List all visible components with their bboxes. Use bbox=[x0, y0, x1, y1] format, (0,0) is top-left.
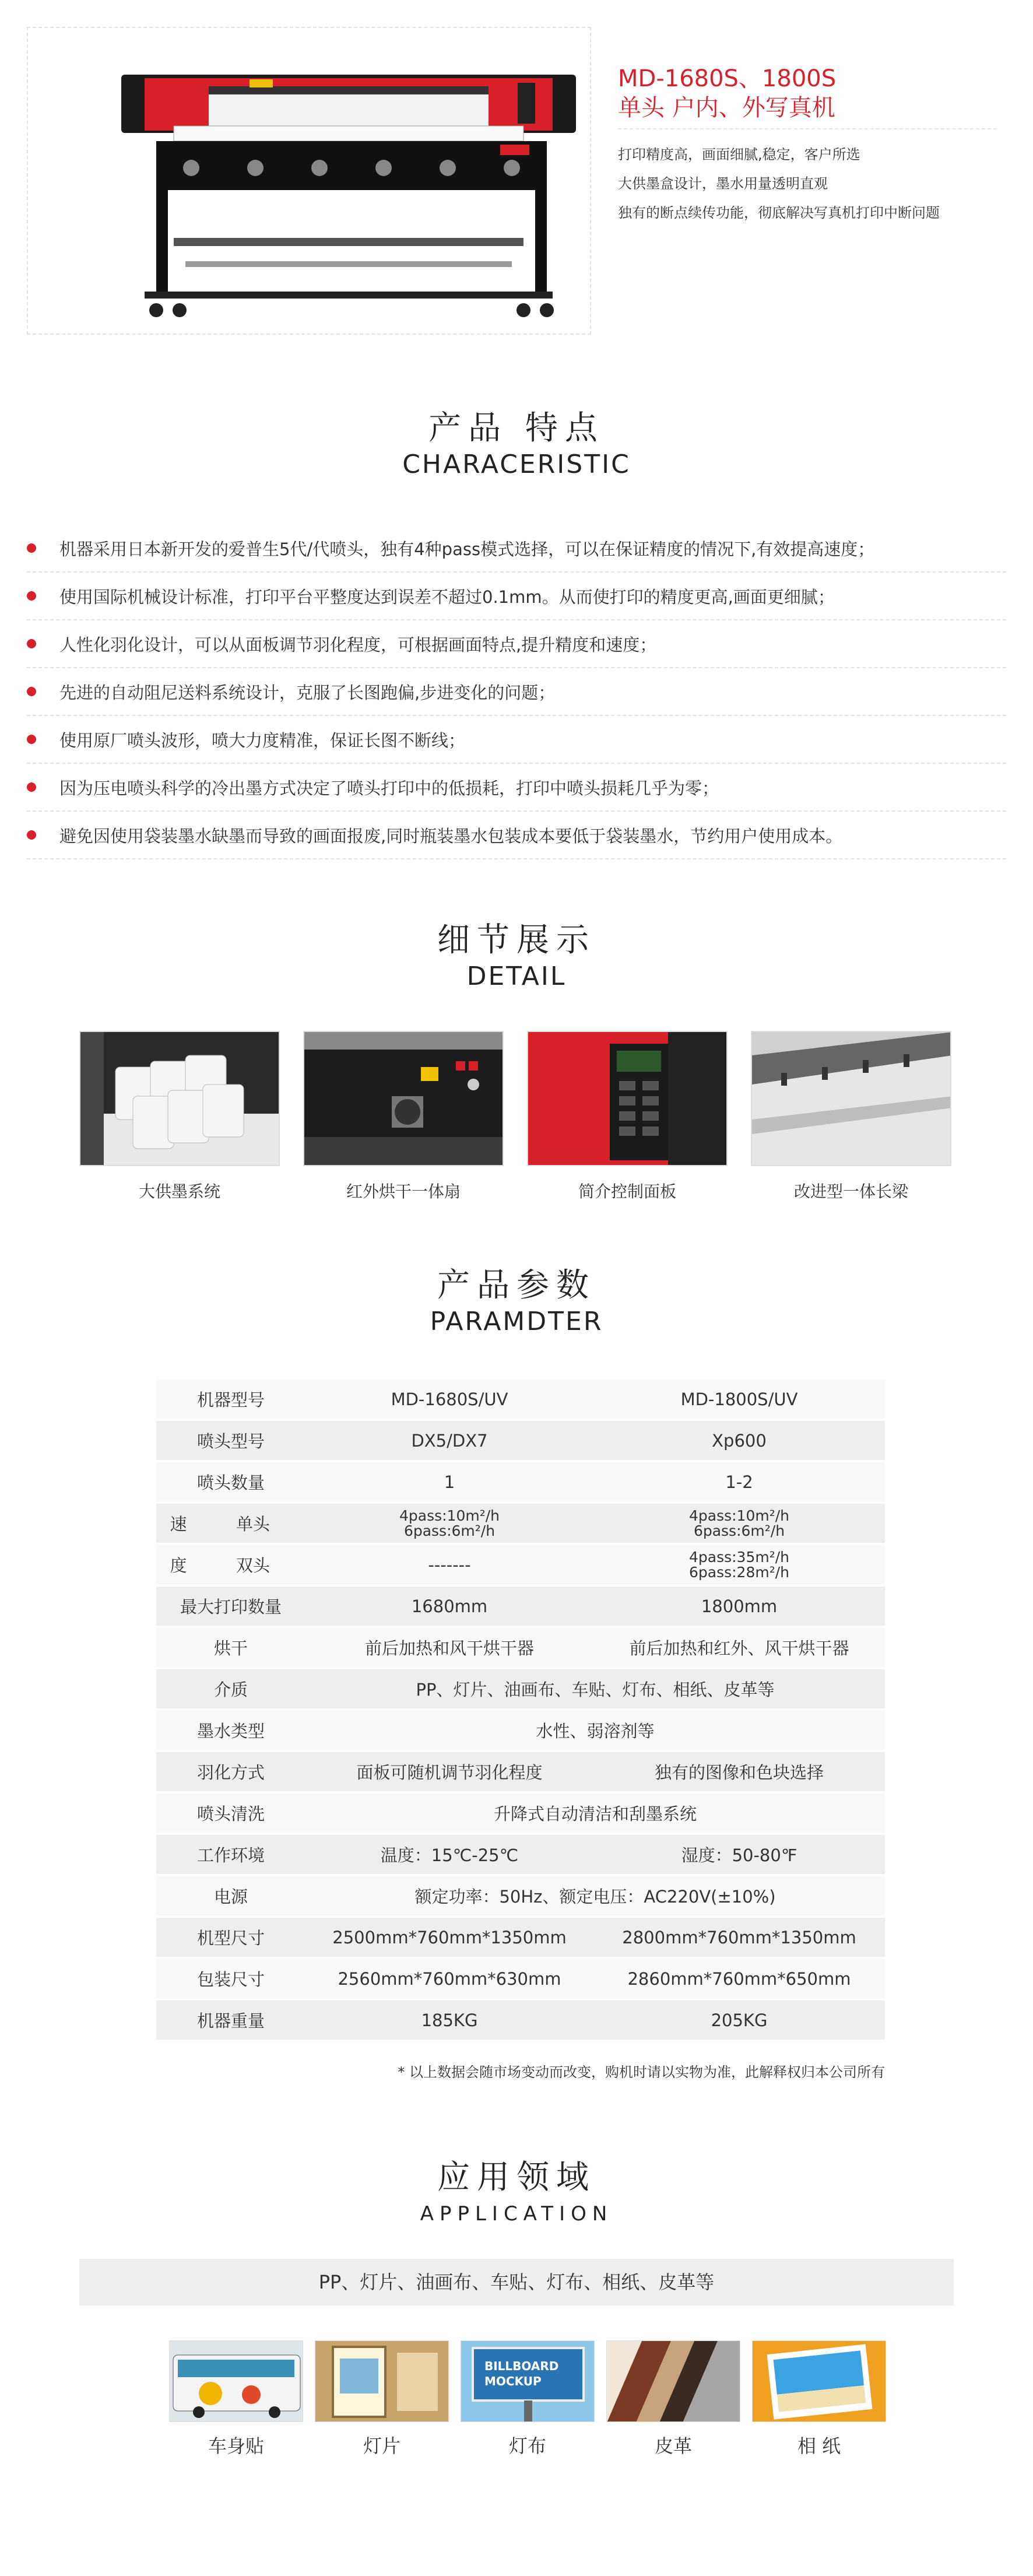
list-item bbox=[27, 716, 1006, 764]
hero-line: 打印精度高，画面细腻,稳定，客户所选 bbox=[618, 146, 860, 163]
cell-value: 1800mm bbox=[593, 1587, 885, 1626]
section-title-cn: 产品 特点 bbox=[428, 409, 605, 447]
table-row bbox=[156, 2001, 885, 2040]
photo-paper-photo bbox=[752, 2340, 886, 2422]
cell-value: 独有的图像和色块选择 bbox=[593, 1752, 885, 1791]
cell-label: 速 bbox=[156, 1504, 201, 1543]
cell-value: 温度：15℃-25℃ bbox=[305, 1835, 593, 1874]
section-title-cn: 细节展示 bbox=[437, 921, 596, 959]
application-label: 灯布 bbox=[508, 2435, 546, 2457]
detail-gallery bbox=[79, 1031, 954, 1206]
cell-value: 前后加热和风干烘干器 bbox=[305, 1628, 593, 1667]
cell-label: 双头 bbox=[201, 1545, 305, 1584]
cell-value bbox=[305, 1504, 593, 1543]
cell-line: 4pass:10m²/h bbox=[688, 1507, 790, 1524]
table-row bbox=[156, 1421, 885, 1460]
hero-subtitle: 单头 户内、外写真机 bbox=[618, 94, 835, 121]
table-row bbox=[156, 1876, 885, 1915]
list-item bbox=[27, 764, 1006, 812]
ink-supply-photo bbox=[79, 1031, 280, 1166]
cell-label: 机器重量 bbox=[156, 2001, 305, 2040]
cell-line: 6pass:28m²/h bbox=[688, 1563, 790, 1581]
divider bbox=[618, 128, 997, 129]
detail-label: 红外烘干一体扇 bbox=[346, 1182, 461, 1201]
detail-label: 改进型一体长梁 bbox=[793, 1182, 908, 1201]
table-row bbox=[156, 1462, 885, 1501]
detail-card bbox=[751, 1031, 951, 1202]
feature-text: 避免因使用袋装墨水缺墨而导致的画面报废,同时瓶装墨水包装成本要低于袋装墨水，节约用户使用成本。 bbox=[59, 826, 843, 846]
cell-value: 水性、弱溶剂等 bbox=[305, 1711, 885, 1750]
table-row bbox=[156, 1628, 885, 1667]
cell-value: 2500mm*760mm*1350mm bbox=[305, 1918, 593, 1957]
cell-value: 2560mm*760mm*630mm bbox=[305, 1959, 593, 1998]
application-card bbox=[169, 2340, 303, 2458]
cell-line: 6pass:6m²/h bbox=[693, 1522, 785, 1539]
characteristic-heading bbox=[0, 408, 1033, 480]
feature-text: 先进的自动阻尼送料系统设计，克服了长图跑偏,步进变化的问题； bbox=[59, 683, 556, 703]
application-media-bar: PP、灯片、油画布、车贴、灯布、相纸、皮革等 bbox=[79, 2259, 954, 2305]
cell-line: 4pass:35m²/h bbox=[688, 1548, 790, 1566]
hero-info bbox=[618, 64, 1003, 227]
bullet-icon bbox=[27, 591, 36, 601]
bullet-icon bbox=[27, 830, 36, 840]
cell-value: 1-2 bbox=[593, 1462, 885, 1501]
cell-label: 电源 bbox=[156, 1876, 305, 1915]
cell-value: DX5/DX7 bbox=[305, 1421, 593, 1460]
table-footnote: * 以上数据会随市场变动而改变，购机时请以实物为准，此解释权归本公司所有 bbox=[398, 2064, 885, 2080]
cell-value: 面板可随机调节羽化程度 bbox=[305, 1752, 593, 1791]
cell-line: 6pass:6m²/h bbox=[403, 1522, 496, 1539]
cell-label: 最大打印数量 bbox=[156, 1587, 305, 1626]
cell-value: 185KG bbox=[305, 2001, 593, 2040]
dryer-fan-photo bbox=[303, 1031, 504, 1166]
control-panel-photo bbox=[527, 1031, 728, 1166]
table-row bbox=[156, 1918, 885, 1957]
cell-value: 湿度：50-80℉ bbox=[593, 1835, 885, 1874]
cell-value: 2860mm*760mm*650mm bbox=[593, 1959, 885, 1998]
cell-value: 1680mm bbox=[305, 1587, 593, 1626]
application-gallery bbox=[169, 2340, 892, 2457]
detail-card bbox=[527, 1031, 728, 1202]
list-item bbox=[27, 525, 1006, 573]
section-title-en: CHARACERISTIC bbox=[402, 450, 631, 479]
param-table bbox=[156, 1377, 885, 2042]
cell-value: 2800mm*760mm*1350mm bbox=[593, 1918, 885, 1957]
detail-card bbox=[79, 1031, 280, 1202]
application-label: 相 纸 bbox=[797, 2435, 841, 2457]
leather-photo bbox=[606, 2340, 740, 2422]
cell-value: 额定功率：50Hz、额定电压：AC220V(±10%) bbox=[305, 1876, 885, 1915]
bus-wrap-photo bbox=[169, 2340, 303, 2422]
bullet-icon bbox=[27, 782, 36, 792]
cell-label: 烘干 bbox=[156, 1628, 305, 1667]
table-row bbox=[156, 1380, 885, 1419]
list-item bbox=[27, 812, 1006, 859]
cell-label: 机器型号 bbox=[156, 1380, 305, 1419]
section-title-en: APPLICATION bbox=[420, 2202, 613, 2226]
cell-value bbox=[593, 1545, 885, 1584]
hero-model: MD-1680S、1800S bbox=[618, 65, 837, 92]
feature-text: 使用原厂喷头波形，喷大力度精准，保证长图不断线； bbox=[59, 731, 466, 750]
feature-list bbox=[27, 525, 1006, 859]
cell-line: 4pass:10m²/h bbox=[399, 1507, 500, 1524]
parameter-table bbox=[156, 1377, 885, 2042]
bullet-icon bbox=[27, 639, 36, 648]
list-item bbox=[27, 620, 1006, 668]
list-item bbox=[27, 668, 1006, 716]
cell-label: 机型尺寸 bbox=[156, 1918, 305, 1957]
cell-value: 205KG bbox=[593, 2001, 885, 2040]
application-label: 车身贴 bbox=[208, 2435, 264, 2457]
cell-value: Xp600 bbox=[593, 1421, 885, 1460]
detail-card bbox=[303, 1031, 504, 1202]
printer-image bbox=[98, 75, 599, 331]
cell-label: 喷头数量 bbox=[156, 1462, 305, 1501]
application-card bbox=[752, 2340, 886, 2458]
section-title-cn: 应用领域 bbox=[437, 2159, 596, 2196]
cell-label: 包装尺寸 bbox=[156, 1959, 305, 1998]
feature-text: 因为压电喷头科学的冷出墨方式决定了喷头打印中的低损耗，打印中喷头损耗几乎为零； bbox=[59, 778, 719, 798]
cell-label: 单头 bbox=[201, 1504, 305, 1543]
cell-label: 墨水类型 bbox=[156, 1711, 305, 1750]
table-row bbox=[156, 1669, 885, 1708]
cell-label: 度 bbox=[156, 1545, 201, 1584]
application-heading bbox=[0, 2157, 1033, 2230]
feature-text: 机器采用日本新开发的爱普生5代/代喷头，独有4种pass模式选择，可以在保证精度的情况下,有效提高速度； bbox=[59, 539, 875, 559]
parameter-heading bbox=[0, 1265, 1033, 1338]
beam-photo bbox=[751, 1031, 951, 1166]
cell-label: 喷头型号 bbox=[156, 1421, 305, 1460]
cell-value: 前后加热和红外、风干烘干器 bbox=[593, 1628, 885, 1667]
table-row bbox=[156, 1587, 885, 1626]
cell-value: MD-1680S/UV bbox=[305, 1380, 593, 1419]
billboard-photo bbox=[461, 2340, 595, 2422]
table-row bbox=[156, 1545, 885, 1584]
table-row bbox=[156, 1752, 885, 1791]
cell-label: 介质 bbox=[156, 1669, 305, 1708]
lightbox-photo bbox=[315, 2340, 449, 2422]
application-card bbox=[461, 2340, 595, 2458]
detail-heading bbox=[0, 920, 1033, 992]
feature-text: 人性化羽化设计，可以从面板调节羽化程度，可根据画面特点,提升精度和速度； bbox=[59, 635, 657, 655]
section-title-en: DETAIL bbox=[466, 961, 567, 991]
application-label: 灯片 bbox=[363, 2435, 400, 2457]
billboard-mockup-text: MOCKUP bbox=[484, 2374, 542, 2388]
application-label: 皮革 bbox=[654, 2435, 692, 2457]
hero-image-frame bbox=[27, 27, 591, 335]
list-item bbox=[27, 573, 1006, 620]
hero-line: 独有的断点续传功能，彻底解决写真机打印中断问题 bbox=[618, 205, 940, 221]
table-row bbox=[156, 1959, 885, 1998]
cell-value: ------- bbox=[305, 1545, 593, 1584]
application-card bbox=[606, 2340, 740, 2458]
application-card bbox=[315, 2340, 449, 2458]
table-row bbox=[156, 1794, 885, 1833]
cell-label: 羽化方式 bbox=[156, 1752, 305, 1791]
cell-value: MD-1800S/UV bbox=[593, 1380, 885, 1419]
cell-label: 喷头清洗 bbox=[156, 1794, 305, 1833]
feature-text: 使用国际机械设计标准，打印平台平整度达到误差不超过0.1mm。从而使打印的精度更高,画面更细腻； bbox=[59, 587, 835, 607]
bullet-icon bbox=[27, 735, 36, 744]
detail-label: 简介控制面板 bbox=[578, 1182, 676, 1201]
bullet-icon bbox=[27, 543, 36, 553]
detail-label: 大供墨系统 bbox=[138, 1182, 220, 1201]
hero-line: 大供墨盒设计，墨水用量透明直观 bbox=[618, 176, 828, 192]
table-row bbox=[156, 1504, 885, 1543]
section-title-cn: 产品参数 bbox=[437, 1266, 596, 1304]
section-title-en: PARAMDTER bbox=[430, 1307, 603, 1336]
billboard-mockup-text: BILLBOARD bbox=[484, 2359, 559, 2373]
cell-value: 升降式自动清洁和刮墨系统 bbox=[305, 1794, 885, 1833]
cell-value: 1 bbox=[305, 1462, 593, 1501]
table-row bbox=[156, 1835, 885, 1874]
table-row bbox=[156, 1711, 885, 1750]
bullet-icon bbox=[27, 687, 36, 696]
cell-value: PP、灯片、油画布、车贴、灯布、相纸、皮革等 bbox=[305, 1669, 885, 1708]
cell-label: 工作环境 bbox=[156, 1835, 305, 1874]
cell-value bbox=[593, 1504, 885, 1543]
